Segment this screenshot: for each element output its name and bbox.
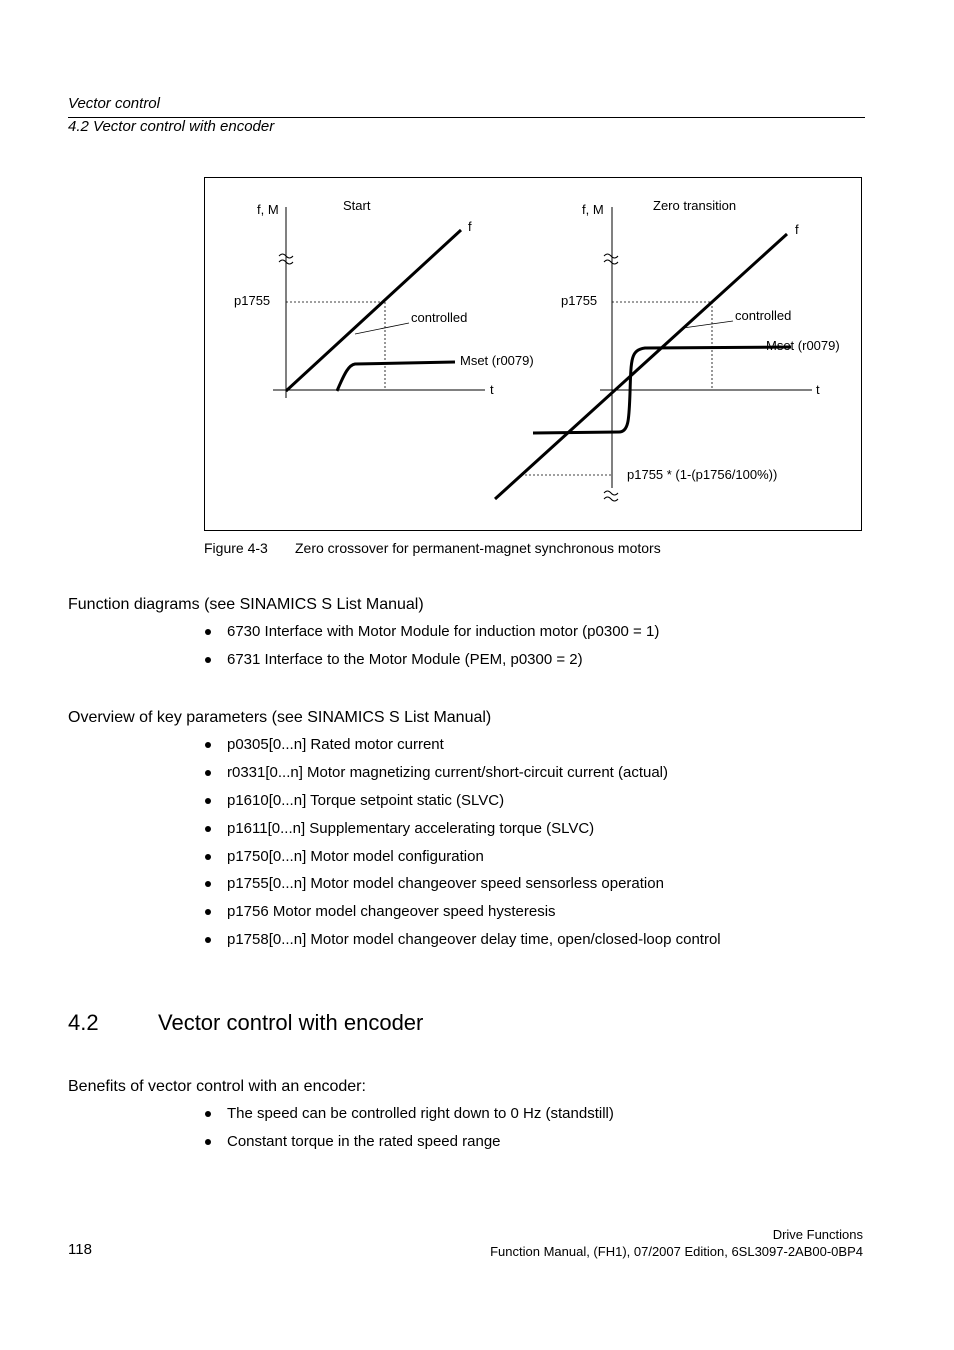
right-hysteresis-label: p1755 * (1-(p1756/100%)) xyxy=(627,467,778,482)
right-mset-label: Mset (r0079) xyxy=(766,338,840,353)
figure-zero-crossover xyxy=(204,177,862,531)
bullet-icon xyxy=(205,742,211,748)
header-rule xyxy=(68,117,865,118)
section-title: Vector control with encoder xyxy=(158,1010,424,1035)
key-parameters-heading: Overview of key parameters (see SINAMICS S List Manual) xyxy=(68,709,492,726)
bullet-icon xyxy=(205,909,211,915)
section-number: 4.2 xyxy=(68,1010,99,1035)
left-controlled-leader xyxy=(355,323,409,334)
figure-caption-number: Figure 4-3 xyxy=(204,540,268,556)
bullet-icon xyxy=(205,798,211,804)
right-panel xyxy=(495,207,812,501)
right-axis-label: f, M xyxy=(582,202,604,217)
left-p1755-label: p1755 xyxy=(234,293,271,308)
bullet-icon xyxy=(205,826,211,832)
list-item: p1756 Motor model changeover speed hysteresis xyxy=(205,902,721,930)
right-break-symbol-top xyxy=(604,254,618,264)
footer-line1: Drive Functions xyxy=(772,1227,863,1242)
left-f-label: f xyxy=(468,219,472,234)
left-t-label: t xyxy=(490,382,494,397)
benefits-heading: Benefits of vector control with an encoder: xyxy=(68,1078,366,1095)
running-header-subtitle: 4.2 Vector control with encoder xyxy=(68,118,275,135)
bullet-icon xyxy=(205,629,211,635)
list-item: p1755[0...n] Motor model changeover speed sensorless operation xyxy=(205,874,721,902)
list-item: 6730 Interface with Motor Module for induction motor (p0300 = 1) xyxy=(205,622,659,650)
left-mset-label: Mset (r0079) xyxy=(460,353,534,368)
bullet-icon xyxy=(205,657,211,663)
bullet-icon xyxy=(205,854,211,860)
function-diagrams-heading: Function diagrams (see SINAMICS S List Manual) xyxy=(68,596,424,613)
right-controlled-label: controlled xyxy=(735,308,792,323)
page-number: 118 xyxy=(68,1241,92,1258)
left-panel xyxy=(273,207,485,398)
list-item: p0305[0...n] Rated motor current xyxy=(205,735,721,763)
list-item: p1750[0...n] Motor model configuration xyxy=(205,847,721,875)
bullet-icon xyxy=(205,1111,211,1117)
bullet-icon xyxy=(205,770,211,776)
running-header-title: Vector control xyxy=(68,95,160,112)
left-mset-curve xyxy=(337,362,455,391)
bullet-icon xyxy=(205,937,211,943)
benefits-list xyxy=(205,1104,614,1160)
list-item: The speed can be controlled right down to 0 Hz (standstill) xyxy=(205,1104,614,1132)
list-item: p1758[0...n] Motor model changeover delay time, open/closed-loop control xyxy=(205,930,721,958)
figure-caption-text: Zero crossover for permanent-magnet synchronous motors xyxy=(295,540,661,556)
footer-line2: Function Manual, (FH1), 07/2007 Edition, 6SL3097-2AB00-0BP4 xyxy=(490,1244,863,1259)
key-parameters-list xyxy=(205,735,721,958)
left-axis-label: f, M xyxy=(257,202,279,217)
right-break-symbol-bottom xyxy=(604,491,618,501)
right-panel-title: Zero transition xyxy=(653,198,737,213)
bullet-icon xyxy=(205,881,211,887)
left-panel-title: Start xyxy=(343,198,371,213)
list-item: 6731 Interface to the Motor Module (PEM, p0300 = 2) xyxy=(205,650,659,678)
bullet-icon xyxy=(205,1139,211,1145)
list-item: p1611[0...n] Supplementary accelerating torque (SLVC) xyxy=(205,819,721,847)
list-item: p1610[0...n] Torque setpoint static (SLVC) xyxy=(205,791,721,819)
right-t-label: t xyxy=(816,382,820,397)
right-f-label: f xyxy=(795,222,799,237)
right-f-line xyxy=(495,234,787,499)
list-item: Constant torque in the rated speed range xyxy=(205,1132,614,1160)
list-item: r0331[0...n] Motor magnetizing current/short-circuit current (actual) xyxy=(205,763,721,791)
function-diagrams-list xyxy=(205,622,659,678)
left-controlled-label: controlled xyxy=(411,310,468,325)
right-p1755-label: p1755 xyxy=(561,293,598,308)
